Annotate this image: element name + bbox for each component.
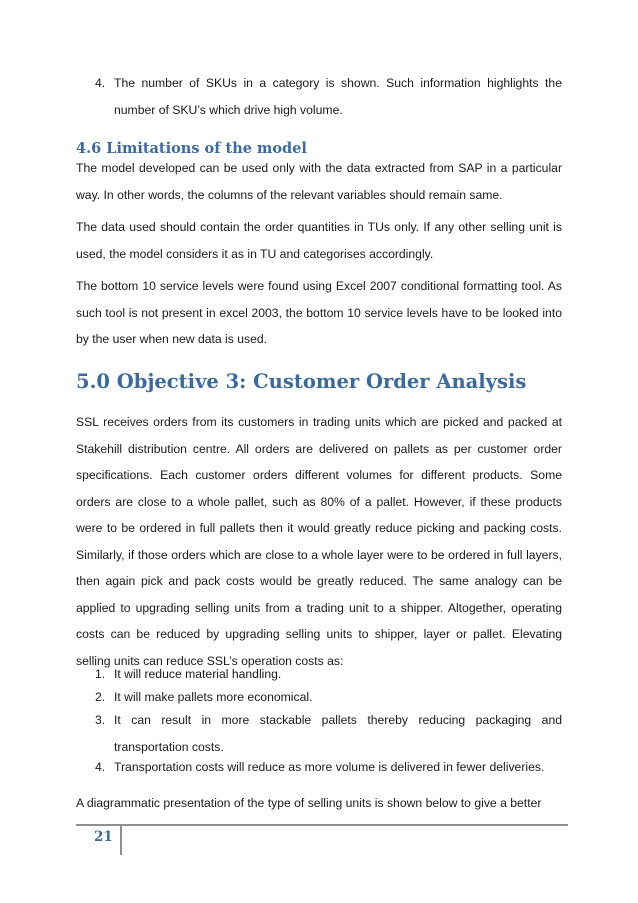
section-heading-4-6: 4.6 Limitations of the model xyxy=(76,140,307,157)
list-item-text: The number of SKUs in a category is shown. Such information highlights the number of SKU’s which drive high volume. xyxy=(114,76,562,117)
list-item-text: It will make pallets more economical. xyxy=(114,690,313,704)
section-heading-5-0: 5.0 Objective 3: Customer Order Analysis xyxy=(76,370,527,393)
list-item-number: 3. xyxy=(95,713,106,727)
list-item-text: It can result in more stackable pallets thereby reducing packaging and transportation costs. xyxy=(114,713,562,754)
list-item-text: Transportation costs will reduce as more volume is delivered in fewer deliveries. xyxy=(114,760,545,774)
footer-divider xyxy=(120,826,122,855)
paragraph: The data used should contain the order quantities in TUs only. If any other selling unit is used, the model considers it as in TU and categorises accordingly. xyxy=(76,220,562,261)
list-item-number: 1. xyxy=(95,667,106,681)
paragraph: SSL receives orders from its customers in trading units which are picked and packed at Stakehill distribution centre. All orders are delivered on pallets as per customer order specifications. Each customer orders different volumes for different products. Some orders are close to a whole pallet, such as 80% of a pallet. However, if these products were to be ordered in full pallets then it would greatly reduce picking and packing costs. Similarly, if those orders which are close to a whole layer were to be ordered in full layers, then again pick and pack costs would be greatly reduced. The same analogy can be applied to upgrading selling units from a trading unit to a shipper. Altogether, operating costs can be reduced by upgrading selling units to shipper, layer or pallet. Elevating selling units can reduce SSL’s operation costs as: xyxy=(76,415,562,668)
paragraph: The bottom 10 service levels were found using Excel 2007 conditional formatting tool. As such tool is not present in excel 2003, the bottom 10 service levels have to be looked into by the user when new data is used. xyxy=(76,279,562,346)
list-item-text: It will reduce material handling. xyxy=(114,667,282,681)
footer-rule xyxy=(76,824,568,826)
page-number: 21 xyxy=(94,829,113,845)
list-item-number: 4. xyxy=(95,760,106,774)
list-item-number: 2. xyxy=(95,690,106,704)
paragraph: A diagrammatic presentation of the type of selling units is shown below to give a better xyxy=(76,796,542,810)
list-item-number: 4. xyxy=(95,76,106,90)
paragraph: The model developed can be used only with the data extracted from SAP in a particular way. In other words, the columns of the relevant variables should remain same. xyxy=(76,161,562,202)
